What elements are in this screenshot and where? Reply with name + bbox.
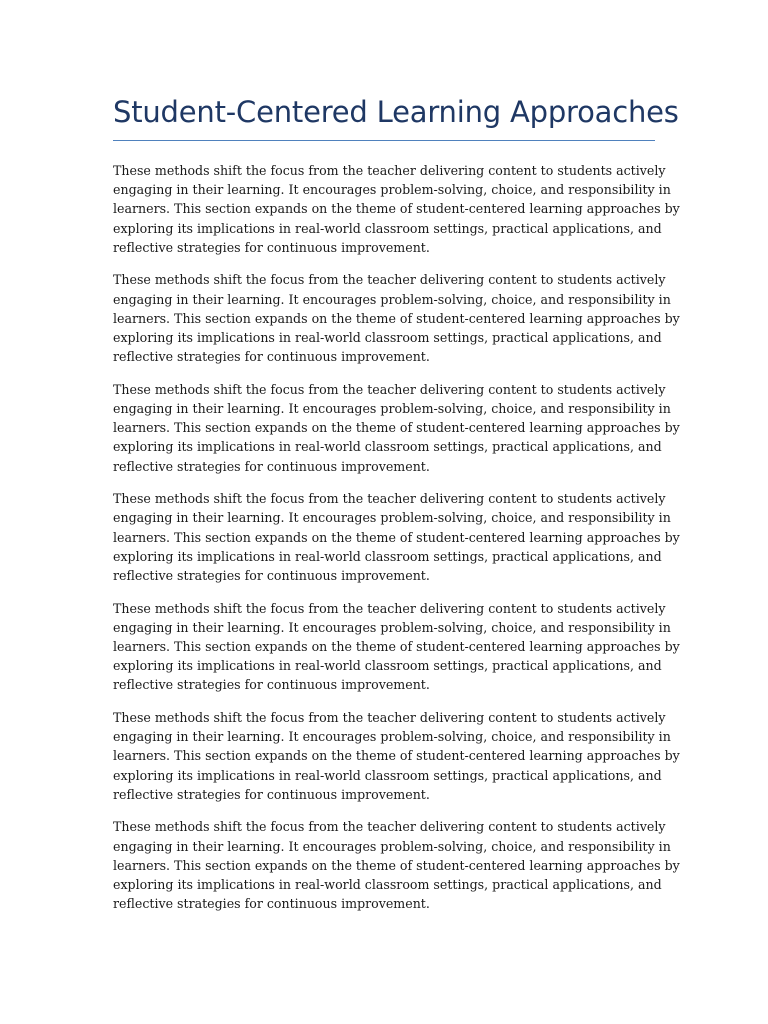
- document-body: [113, 161, 680, 913]
- paragraph-line: engaging in their learning. It encourages problem-solving, choice, and responsibility in: [113, 510, 671, 526]
- body-paragraph: [113, 599, 680, 695]
- paragraph-line: engaging in their learning. It encourages problem-solving, choice, and responsibility in: [113, 291, 671, 307]
- paragraph-line: exploring its implications in real-world classroom settings, practical applications, and: [113, 658, 662, 674]
- body-paragraph: [113, 708, 680, 804]
- paragraph-line: exploring its implications in real-world classroom settings, practical applications, and: [113, 548, 662, 564]
- paragraph-line: learners. This section expands on the theme of student-centered learning approaches by: [113, 420, 680, 436]
- paragraph-line: exploring its implications in real-world classroom settings, practical applications, and: [113, 330, 662, 346]
- paragraph-line: reflective strategies for continuous improvement.: [113, 786, 430, 802]
- paragraph-line: exploring its implications in real-world classroom settings, practical applications, and: [113, 877, 662, 893]
- paragraph-line: These methods shift the focus from the teacher delivering content to students actively: [113, 381, 666, 397]
- paragraph-line: These methods shift the focus from the teacher delivering content to students actively: [113, 272, 666, 288]
- paragraph-line: exploring its implications in real-world classroom settings, practical applications, and: [113, 767, 662, 783]
- paragraph-line: learners. This section expands on the theme of student-centered learning approaches by: [113, 529, 680, 545]
- paragraph-line: learners. This section expands on the theme of student-centered learning approaches by: [113, 201, 680, 217]
- paragraph-line: These methods shift the focus from the teacher delivering content to students actively: [113, 163, 666, 178]
- paragraph-line: engaging in their learning. It encourages problem-solving, choice, and responsibility in: [113, 838, 671, 854]
- body-paragraph: [113, 817, 680, 913]
- paragraph-line: engaging in their learning. It encourages problem-solving, choice, and responsibility in: [113, 182, 671, 198]
- body-paragraph: [113, 161, 680, 257]
- document-page: [113, 92, 680, 927]
- paragraph-line: reflective strategies for continuous improvement.: [113, 458, 430, 474]
- paragraph-line: engaging in their learning. It encourages problem-solving, choice, and responsibility in: [113, 401, 671, 417]
- body-paragraph: [113, 489, 680, 585]
- paragraph-line: engaging in their learning. It encourages problem-solving, choice, and responsibility in: [113, 619, 671, 635]
- body-paragraph: [113, 270, 680, 366]
- paragraph-line: reflective strategies for continuous improvement.: [113, 349, 430, 365]
- paragraph-line: learners. This section expands on the theme of student-centered learning approaches by: [113, 857, 680, 873]
- title-underline-rule: [113, 140, 655, 141]
- paragraph-line: learners. This section expands on the theme of student-centered learning approaches by: [113, 639, 680, 655]
- paragraph-line: learners. This section expands on the theme of student-centered learning approaches by: [113, 748, 680, 764]
- paragraph-line: reflective strategies for continuous improvement.: [113, 896, 430, 912]
- body-paragraph: [113, 380, 680, 476]
- document-title: Student-Centered Learning Approaches: [113, 95, 679, 129]
- paragraph-line: These methods shift the focus from the teacher delivering content to students actively: [113, 600, 666, 616]
- paragraph-line: These methods shift the focus from the teacher delivering content to students actively: [113, 710, 666, 726]
- paragraph-line: These methods shift the focus from the teacher delivering content to students actively: [113, 819, 666, 835]
- paragraph-line: exploring its implications in real-world classroom settings, practical applications, and: [113, 439, 662, 455]
- paragraph-line: These methods shift the focus from the teacher delivering content to students actively: [113, 491, 666, 507]
- paragraph-line: engaging in their learning. It encourages problem-solving, choice, and responsibility in: [113, 729, 671, 745]
- paragraph-line: reflective strategies for continuous improvement.: [113, 239, 430, 255]
- paragraph-line: learners. This section expands on the theme of student-centered learning approaches by: [113, 310, 680, 326]
- paragraph-line: exploring its implications in real-world classroom settings, practical applications, and: [113, 220, 662, 236]
- paragraph-line: reflective strategies for continuous improvement.: [113, 677, 430, 693]
- paragraph-line: reflective strategies for continuous improvement.: [113, 568, 430, 584]
